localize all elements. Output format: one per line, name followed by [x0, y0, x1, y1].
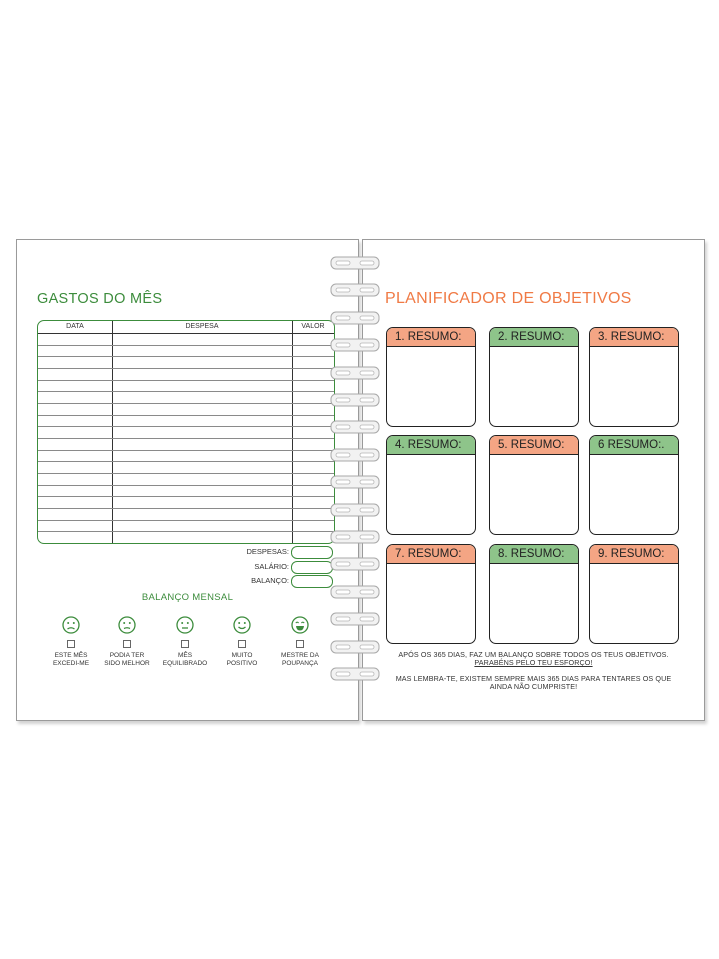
mood-option-savings-master[interactable] — [270, 616, 330, 667]
goals-planner-title: PLANIFICADOR DE OBJETIVOS — [385, 290, 632, 307]
mood-checkbox[interactable] — [67, 640, 75, 648]
table-row-line — [38, 403, 334, 404]
spiral-ring — [330, 393, 380, 407]
mood-checkbox[interactable] — [181, 640, 189, 648]
table-row-line — [38, 415, 334, 416]
goal-card-header: 1. RESUMO: — [387, 328, 475, 347]
table-header — [38, 321, 334, 334]
table-row-line — [38, 520, 334, 521]
mood-label: MÊS EQUILIBRADO — [162, 652, 208, 667]
goal-card-2[interactable] — [489, 327, 579, 427]
goal-card-6[interactable] — [589, 435, 679, 535]
smile-face-icon — [233, 616, 251, 634]
table-row-line — [38, 438, 334, 439]
goal-card-header: 3. RESUMO: — [590, 328, 678, 347]
table-row-line — [38, 356, 334, 357]
table-row-line — [38, 461, 334, 462]
goal-card-header: 5. RESUMO: — [490, 436, 578, 455]
mood-label: MUITO POSITIVO — [226, 652, 258, 667]
right-page — [362, 239, 705, 721]
column-divider — [112, 321, 113, 543]
table-row-line — [38, 496, 334, 497]
table-row-line — [38, 485, 334, 486]
sad-face-icon — [62, 616, 80, 634]
mood-label: ESTE MÊS EXCEDI-ME — [52, 652, 90, 667]
spiral-ring — [330, 448, 380, 462]
goal-card-3[interactable] — [589, 327, 679, 427]
expenses-title: GASTOS DO MÊS — [37, 291, 163, 307]
grin-face-icon — [291, 616, 309, 634]
goals-note-2-line2: AINDA NÃO CUMPRISTE! — [489, 682, 578, 692]
mood-option-balanced[interactable] — [155, 616, 215, 667]
table-row-line — [38, 531, 334, 532]
spiral-ring — [330, 667, 380, 681]
goals-note-1 — [363, 651, 704, 668]
summary-salary-label: SALÁRIO: — [254, 562, 289, 571]
spiral-ring — [330, 475, 380, 489]
column-divider — [292, 321, 293, 543]
mood-option-exceeded[interactable] — [41, 616, 101, 667]
goals-note-2-line1: MAS LEMBRA-TE, EXISTEM SEMPRE MAIS 365 DIAS PARA TENTARES OS QUE — [395, 674, 672, 683]
table-row-line — [38, 473, 334, 474]
spiral-ring — [330, 503, 380, 517]
goal-card-7[interactable] — [386, 544, 476, 644]
spiral-ring — [330, 420, 380, 434]
monthly-balance-title: BALANÇO MENSAL — [141, 592, 234, 603]
goal-card-4[interactable] — [386, 435, 476, 535]
goal-card-header: 8. RESUMO: — [490, 545, 578, 564]
mood-label: MESTRE DA POUPANÇA — [281, 652, 319, 667]
expenses-field[interactable] — [291, 546, 333, 559]
balance-field[interactable] — [291, 575, 333, 588]
summary-expenses — [217, 546, 333, 558]
spiral-ring — [330, 640, 380, 654]
mood-checkbox[interactable] — [296, 640, 304, 648]
goal-card-header: 9. RESUMO: — [590, 545, 678, 564]
summary-balance — [217, 575, 333, 587]
spiral-ring — [330, 338, 380, 352]
mood-option-very-positive[interactable] — [212, 616, 272, 667]
spiral-ring — [330, 530, 380, 544]
table-row-line — [38, 391, 334, 392]
goal-card-9[interactable] — [589, 544, 679, 644]
goal-card-5[interactable] — [489, 435, 579, 535]
goal-card-8[interactable] — [489, 544, 579, 644]
header-value: VALOR — [301, 323, 325, 330]
left-page — [16, 239, 359, 721]
mood-checkbox[interactable] — [123, 640, 131, 648]
spiral-ring — [330, 311, 380, 325]
mood-label: PODIA TER SIDO MELHOR — [104, 652, 150, 667]
summary-balance-label: BALANÇO: — [251, 576, 289, 585]
goal-card-header: 7. RESUMO: — [387, 545, 475, 564]
summary-expenses-label: DESPESAS: — [246, 547, 289, 556]
goal-card-header: 4. RESUMO: — [387, 436, 475, 455]
summary-salary — [217, 561, 333, 573]
frown-face-icon — [118, 616, 136, 634]
header-expense: DESPESA — [185, 323, 219, 330]
header-date: DATA — [66, 323, 84, 330]
salary-field[interactable] — [291, 561, 333, 574]
spiral-ring — [330, 256, 380, 270]
table-row-line — [38, 450, 334, 451]
spiral-ring — [330, 283, 380, 297]
spiral-ring — [330, 612, 380, 626]
spiral-ring — [330, 585, 380, 599]
goal-card-header: 2. RESUMO: — [490, 328, 578, 347]
table-row-line — [38, 426, 334, 427]
goal-card-1[interactable] — [386, 327, 476, 427]
table-row-line — [38, 345, 334, 346]
mood-option-could-be-better[interactable] — [97, 616, 157, 667]
table-row-line — [38, 368, 334, 369]
table-row-line — [38, 508, 334, 509]
mood-checkbox[interactable] — [238, 640, 246, 648]
goals-note-2 — [363, 675, 704, 692]
neutral-face-icon — [176, 616, 194, 634]
spiral-ring — [330, 366, 380, 380]
expense-table — [37, 320, 335, 544]
goals-note-1-line2: PARABÉNS PELO TEU ESFORÇO! — [474, 658, 593, 668]
goal-card-header: 6 RESUMO:. — [590, 436, 678, 455]
goals-note-1-line1: APÓS OS 365 DIAS, FAZ UM BALANÇO SOBRE TODOS OS TEUS OBJETIVOS. — [398, 650, 669, 659]
spiral-ring — [330, 557, 380, 571]
table-row-line — [38, 380, 334, 381]
